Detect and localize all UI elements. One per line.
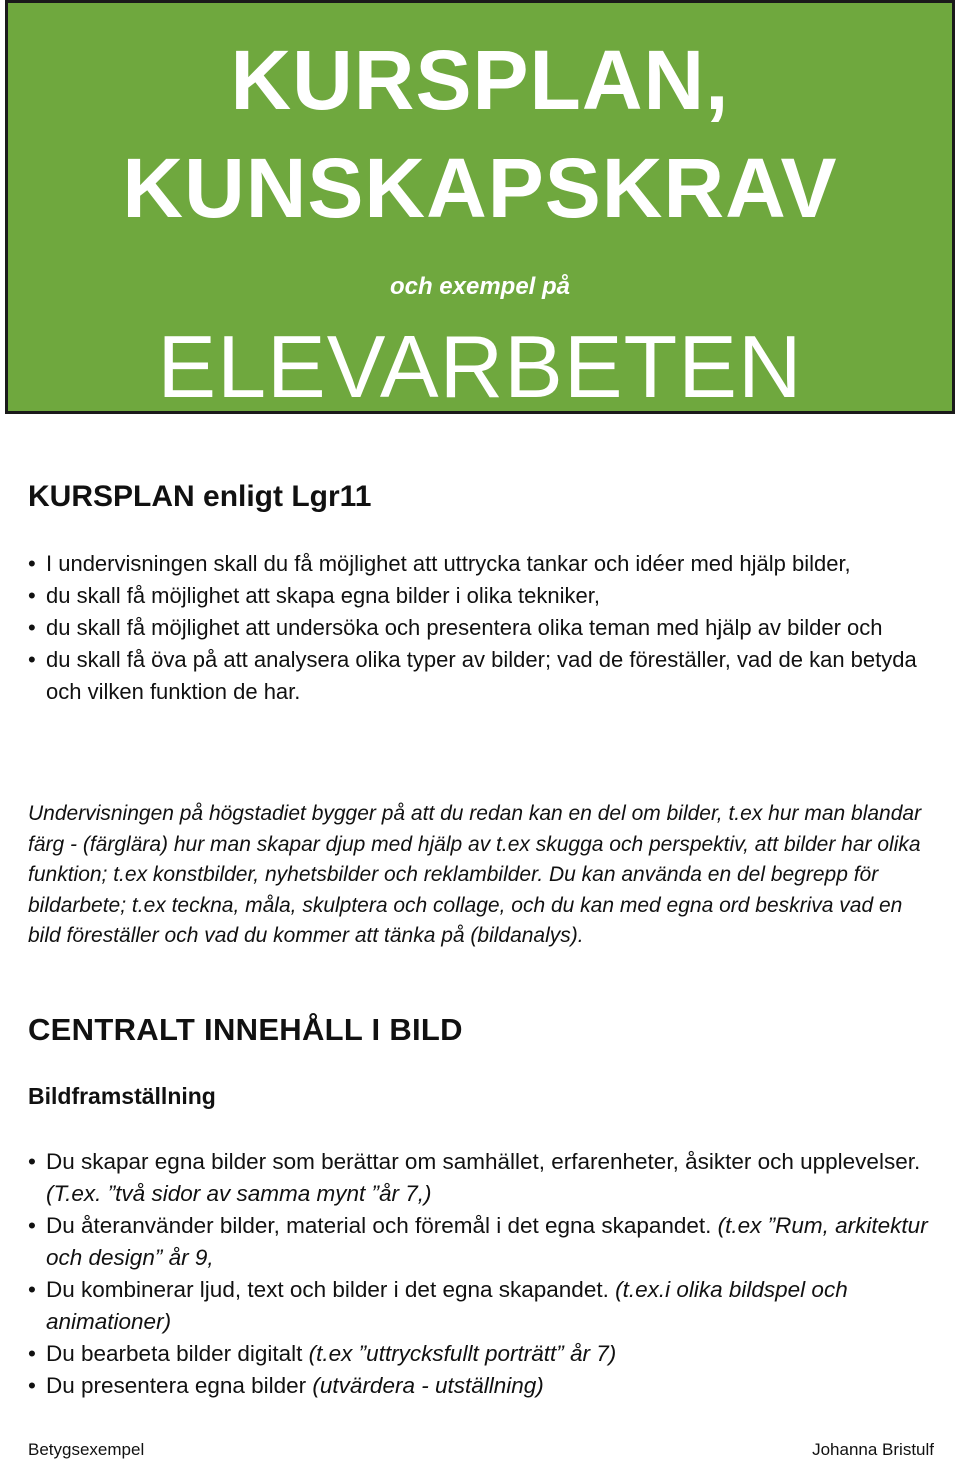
title-banner bbox=[5, 0, 955, 414]
title-line-3: ELEVARBETEN bbox=[157, 317, 803, 416]
list-item: • du skall få möjlighet att skapa egna bilder i olika tekniker, bbox=[28, 580, 928, 612]
item-text: Du kombinerar ljud, text och bilder i det egna skapandet. bbox=[46, 1277, 616, 1302]
title-line-1: KURSPLAN, bbox=[230, 33, 730, 127]
list-item: • du skall få öva på att analysera olika typer av bilder; vad de föreställer, vad de kan betyda och vilken funktion de har. bbox=[28, 644, 928, 708]
subtitle: och exempel på bbox=[389, 273, 571, 300]
item-text: Du presentera egna bilder bbox=[46, 1373, 313, 1398]
bildframstallning-heading: Bildframställning bbox=[28, 1083, 216, 1109]
list-item bbox=[28, 1274, 948, 1338]
item-example: (t.ex.i olika bildspel och animationer) bbox=[46, 1277, 848, 1334]
list-item bbox=[28, 1146, 948, 1210]
item-text: Du bearbeta bilder digitalt bbox=[46, 1341, 309, 1366]
item-text: Du skapar egna bilder som berättar om samhället, erfarenheter, åsikter och upplevelser. bbox=[46, 1149, 921, 1174]
item-example: (utvärdera - utställning) bbox=[312, 1373, 544, 1398]
list-item: • I undervisningen skall du få möjlighet att uttrycka tankar och idéer med hjälp bilder, bbox=[28, 548, 928, 580]
item-example: (t.ex ”Rum, arkitektur och design” år 9, bbox=[46, 1213, 928, 1270]
kursplan-list bbox=[28, 548, 928, 708]
item-text: Du återanvänder bilder, material och föremål i det egna skapandet. bbox=[46, 1213, 718, 1238]
footer-left: Betygsexempel bbox=[28, 1440, 145, 1459]
list-item: • du skall få möjlighet att undersöka och presentera olika teman med hjälp av bilder och bbox=[28, 612, 928, 644]
central-list bbox=[28, 1146, 948, 1402]
kursplan-paragraph: Undervisningen på högstadiet bygger på att du redan kan en del om bilder, t.ex hur man blandar färg - (färglära) hur man skapar djup med hjälp av t.ex skugga och perspektiv, att bilder har olika funktion; t.ex konstbilder, nyhetsbilder och reklambilder. Du kan använda en del begrepp för bildarbete; t.ex teckna, måla, skulptera och collage, och du kan med egna ord beskriva vad en bild föreställer och vad du kommer att tänka på (bildanalys). bbox=[28, 802, 922, 947]
list-item bbox=[28, 1370, 948, 1402]
kursplan-heading: KURSPLAN enligt Lgr11 bbox=[28, 480, 372, 513]
item-example: (t.ex ”uttrycksfullt porträtt” år 7) bbox=[308, 1341, 617, 1366]
item-example: (T.ex. ”två sidor av samma mynt ”år 7,) bbox=[46, 1181, 432, 1206]
list-item bbox=[28, 1338, 948, 1370]
title-line-2: KUNSKAPSKRAV bbox=[122, 141, 838, 235]
footer-right: Johanna Bristulf bbox=[812, 1440, 934, 1459]
list-item bbox=[28, 1210, 948, 1274]
central-heading: CENTRALT INNEHÅLL I BILD bbox=[28, 1012, 463, 1047]
